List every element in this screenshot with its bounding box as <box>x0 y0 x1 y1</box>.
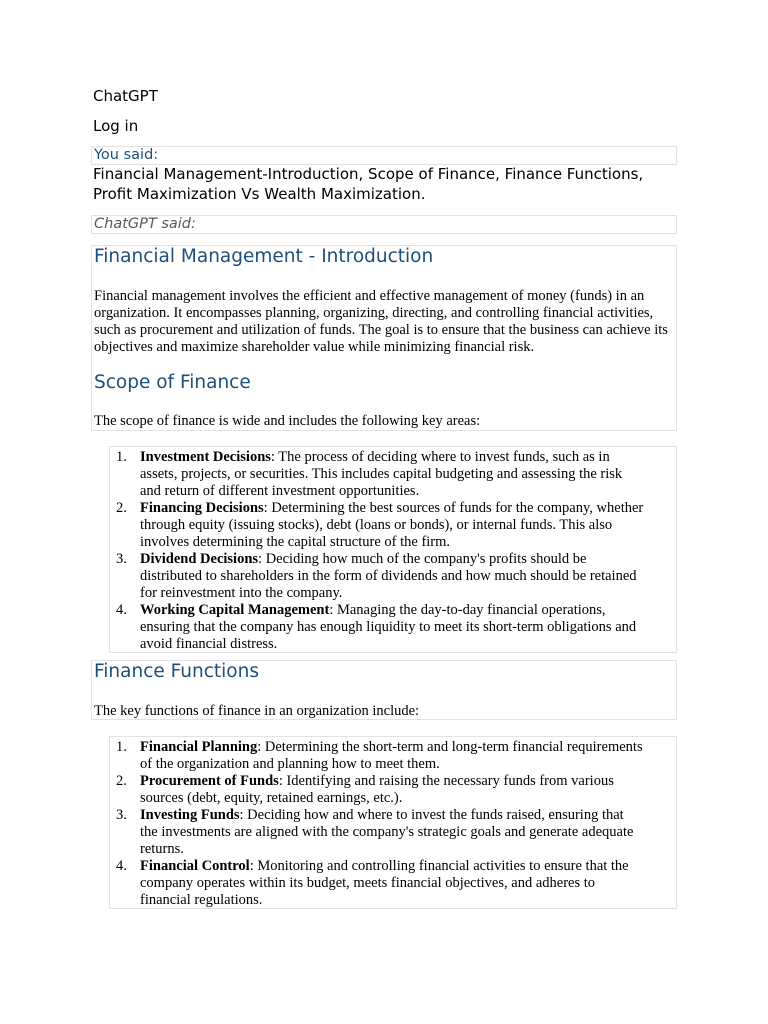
user-message: Financial Management-Introduction, Scope of Finance, Finance Functions, Profit Maximization Vs Wealth Maximization. <box>93 165 644 203</box>
login-link[interactable]: Log in <box>93 117 139 135</box>
chatgpt-said-label: ChatGPT said: <box>94 216 196 232</box>
list-term: Financing Decisions <box>140 500 264 516</box>
list-description: : Deciding how and where to invest the funds raised, ensuring that the investments are aligned with the company's strategic goals and generate adequate returns. <box>140 807 634 857</box>
functions-heading: Finance Functions <box>94 661 259 682</box>
functions-paragraph: The key functions of finance in an organization include: <box>94 703 420 719</box>
functions-section <box>91 660 677 720</box>
you-said-label: You said: <box>94 147 159 163</box>
list-item <box>110 858 645 909</box>
intro-section <box>91 245 677 431</box>
list-item <box>110 500 645 551</box>
list-term: Financial Planning <box>140 739 258 755</box>
list-description: : Determining the short-term and long-term financial requirements of the organization and planning how to meet them. <box>140 739 643 772</box>
scope-list <box>109 446 677 653</box>
scope-paragraph: The scope of finance is wide and includes the following key areas: <box>94 413 481 429</box>
list-term: Investing Funds <box>140 807 240 823</box>
intro-paragraph: Financial management involves the efficient and effective management of money (funds) in an organization. It encompasses planning, organizing, directing, and controlling financial activities, such as procurement and utilization of funds. The goal is to ensure that the business can achieve its objectives and maximize shareholder value while minimizing financial risk. <box>94 288 668 355</box>
list-number: 4. <box>116 858 127 874</box>
list-item <box>110 602 645 653</box>
functions-list <box>109 736 677 909</box>
list-description: : Monitoring and controlling financial activities to ensure that the company operates within its budget, meets financial objectives, and adheres to financial regulations. <box>140 858 629 908</box>
list-number: 3. <box>116 551 127 567</box>
list-number: 2. <box>116 773 127 789</box>
list-description: : Determining the best sources of funds for the company, whether through equity (issuing stocks), debt (loans or bonds), or internal funds. This also involves determining the capital structure of the firm. <box>140 500 644 550</box>
list-number: 1. <box>116 449 127 465</box>
list-term: Investment Decisions <box>140 449 271 465</box>
list-number: 3. <box>116 807 127 823</box>
brand-title[interactable]: ChatGPT <box>93 87 158 105</box>
user-message-header <box>91 146 677 165</box>
list-description: : Managing the day-to-day financial operations, ensuring that the company has enough liquidity to meet its short-term obligations and avoid financial distress. <box>140 602 637 652</box>
scope-heading: Scope of Finance <box>94 372 251 393</box>
list-item <box>110 449 645 500</box>
list-item <box>110 551 645 602</box>
list-description: : The process of deciding where to invest funds, such as in assets, projects, or securities. This includes capital budgeting and assessing the risk and return of different investment opportunities. <box>140 449 623 499</box>
list-description: : Deciding how much of the company's profits should be distributed to shareholders in the form of dividends and how much should be retained for reinvestment into the company. <box>140 551 637 601</box>
list-item <box>110 773 645 807</box>
list-number: 1. <box>116 739 127 755</box>
list-term: Working Capital Management <box>140 602 330 618</box>
assistant-message-header <box>91 215 677 234</box>
list-term: Financial Control <box>140 858 250 874</box>
list-term: Procurement of Funds <box>140 773 279 789</box>
intro-heading: Financial Management - Introduction <box>94 246 434 267</box>
list-item <box>110 807 645 858</box>
list-item <box>110 739 645 773</box>
list-number: 2. <box>116 500 127 516</box>
list-number: 4. <box>116 602 127 618</box>
list-term: Dividend Decisions <box>140 551 259 567</box>
list-description: : Identifying and raising the necessary funds from various sources (debt, equity, retained earnings, etc.). <box>140 773 614 806</box>
